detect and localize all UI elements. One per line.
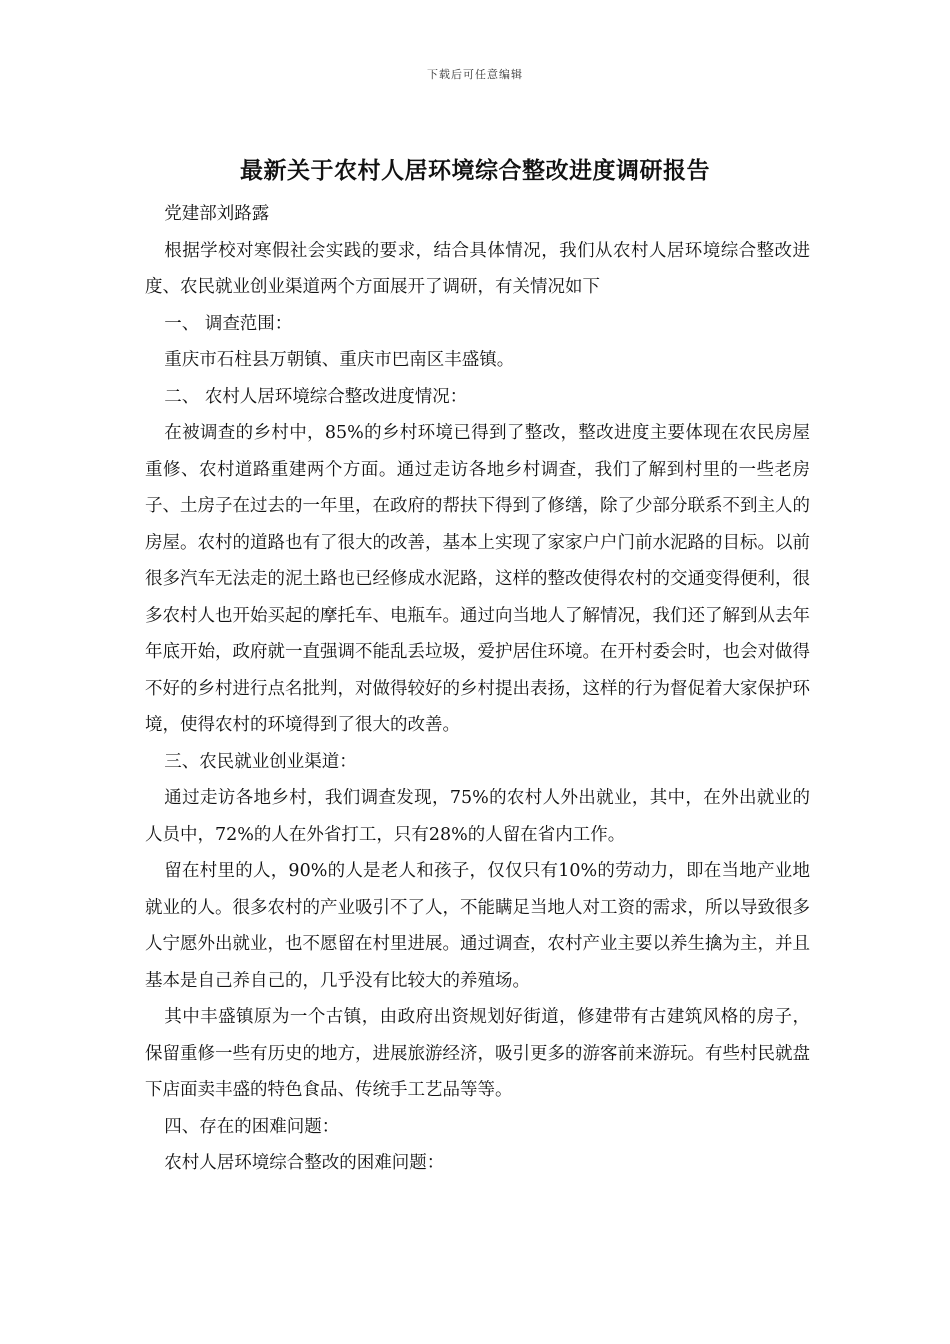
intro-paragraph: 根据学校对寒假社会实践的要求，结合具体情况，我们从农村人居环境综合整改进度、农民就业创业渠道两个方面展开了调研，有关情况如下 (145, 240, 810, 297)
problems-paragraph: 农村人居环境综合整改的困难问题： (164, 1153, 445, 1173)
section-heading-employment: 三、农民就业创业渠道： (164, 751, 357, 772)
section-heading-problems: 四、存在的困难问题： (164, 1116, 340, 1137)
author-line: 党建部刘路露 (164, 204, 270, 224)
employment-paragraph-1: 通过走访各地乡村，我们调查发现，75%的农村人外出就业，其中，在外出就业的人员中，72%的人在外省打工，只有28%的人留在省内工作。 (145, 788, 810, 845)
document-body (145, 196, 810, 1182)
employment-paragraph-2: 留在村里的人，90%的人是老人和孩子，仅仅只有10%的劳动力，即在当地产业地就业的人。很多农村的产业吸引不了人，不能瞒足当地人对工资的需求，所以导致很多人宁愿外出就业，也不愿留在村里进展。通过调查，农村产业主要以养生擒为主，并且基本是自己养自己的，几乎没有比较大的养殖场。 (145, 861, 810, 991)
page-header-note: 下载后可任意编辑 (427, 68, 523, 81)
section-heading-progress: 二、 农村人居环境综合整改进度情况： (164, 386, 468, 407)
section-heading-scope: 一、 调查范围： (164, 313, 293, 334)
employment-paragraph-3: 其中丰盛镇原为一个古镇，由政府出资规划好街道，修建带有古建筑风格的房子，保留重修一些有历史的地方，进展旅游经济，吸引更多的游客前来游玩。有些村民就盘下店面卖丰盛的特色食品、传统手工艺品等等。 (145, 1007, 810, 1100)
document-title: 最新关于农村人居环境综合整改进度调研报告 (240, 157, 710, 184)
progress-paragraph: 在被调查的乡村中，85%的乡村环境已得到了整改，整改进度主要体现在农民房屋重修、农村道路重建两个方面。通过走访各地乡村调查，我们了解到村里的一些老房子、土房子在过去的一年里，在政府的帮扶下得到了修缮，除了少部分联系不到主人的房屋。农村的道路也有了很大的改善，基本上实现了家家户户门前水泥路的目标。以前很多汽车无法走的泥土路也已经修成水泥路，这样的整改使得农村的交通变得便利，很多农村人也开始买起的摩托车、电瓶车。通过向当地人了解情况，我们还了解到从去年年底开始，政府就一直强调不能乱丢垃圾，爱护居住环境。在开村委会时，也会对做得不好的乡村进行点名批判，对做得较好的乡村提出表扬，这样的行为督促着大家保护环境，使得农村的环境得到了很大的改善。 (145, 423, 810, 735)
scope-paragraph: 重庆市石柱县万朝镇、重庆市巴南区丰盛镇。 (164, 350, 515, 370)
